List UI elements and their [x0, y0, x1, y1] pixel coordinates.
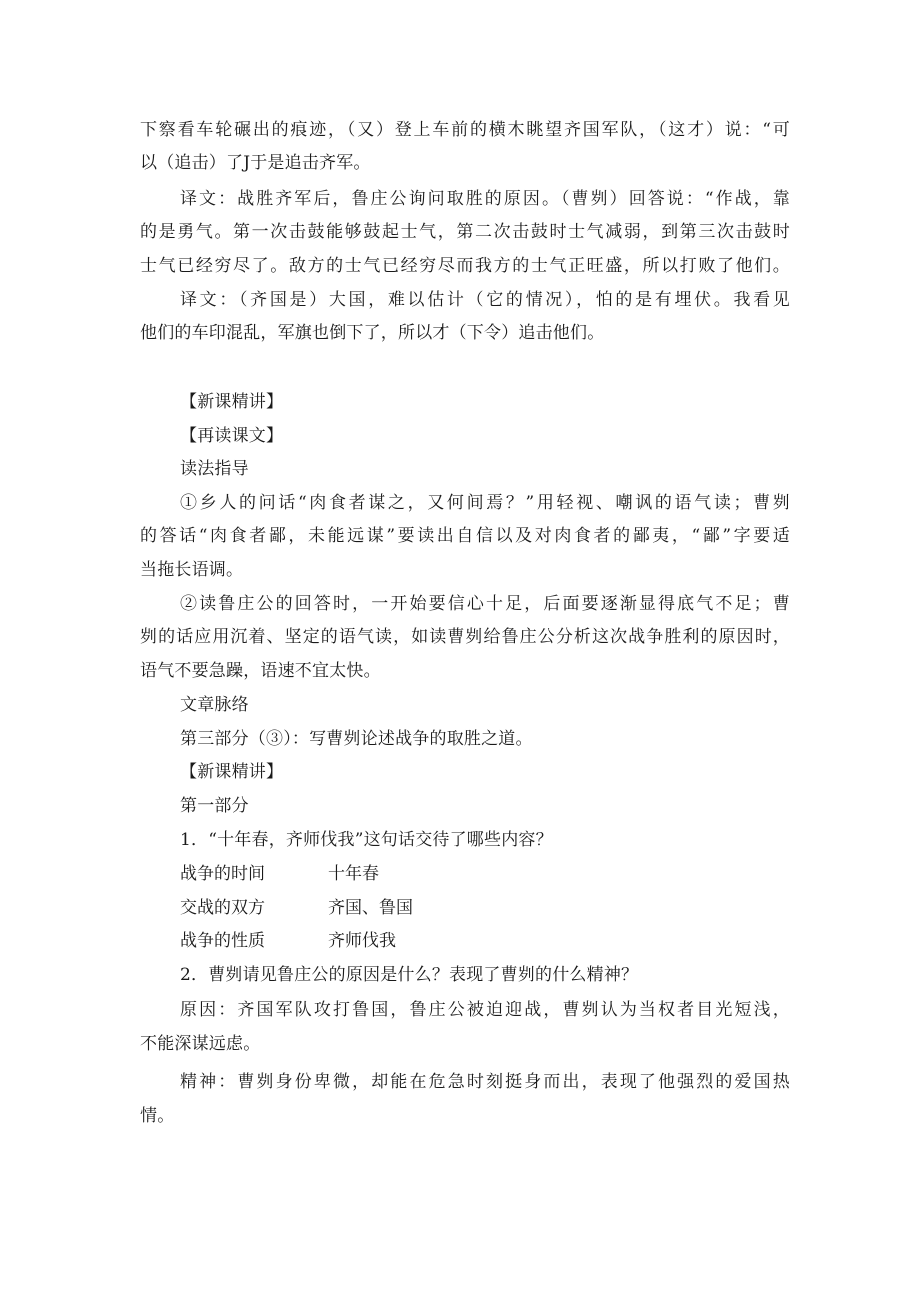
section-heading: 【新课精讲】: [180, 762, 284, 782]
row-label: 交战的双方: [180, 898, 265, 918]
text-line: ②读鲁庄公的回答时，一开始要信心十足，后面要逐渐显得底气不足；曹: [180, 594, 790, 614]
subheading: 第一部分: [180, 796, 249, 816]
text-line: 的是勇气。第一次击鼓能够鼓起士气，第二次击鼓时士气减弱，到第三次击鼓时: [140, 222, 790, 242]
row-label: 战争的性质: [180, 931, 265, 951]
row-value: 齐师伐我: [328, 931, 396, 951]
text-line: 语气不要急躁，语速不宜太快。: [140, 661, 381, 681]
text-line: ①乡人的问话“肉食者谋之，又何间焉？”用轻视、嘲讽的语气读；曹刿: [180, 493, 790, 513]
text-line: 不能深谋远虑。: [140, 1034, 261, 1054]
text-line: 刿的话应用沉着、坚定的语气读，如读曹刿给鲁庄公分析这次战争胜利的原因时，: [140, 627, 790, 647]
text-line: 原因：齐国军队攻打鲁国，鲁庄公被迫迎战，曹刿认为当权者目光短浅，: [180, 1000, 790, 1020]
row-value: 十年春: [328, 864, 379, 884]
text-line: 的答话“肉食者鄙，未能远谋”要读出自信以及对肉食者的鄙夷，“鄙”字要适: [140, 526, 790, 546]
text-line: 士气已经穷尽了。敌方的士气已经穷尽而我方的士气正旺盛，所以打败了他们。: [140, 256, 790, 276]
text-line: 译文：（齐国是）大国，难以估计（它的情况），怕的是有埋伏。我看见: [180, 290, 790, 310]
section-heading: 【再读课文】: [180, 426, 284, 446]
row-value: 齐国、鲁国: [328, 898, 413, 918]
row-label: 战争的时间: [180, 864, 265, 884]
table-row: [180, 896, 413, 920]
section-heading: 【新课精讲】: [180, 392, 284, 412]
text-line: 以（追击）了J于是追击齐军。: [140, 153, 371, 173]
table-row: [180, 862, 379, 886]
text-line: 情。: [140, 1106, 175, 1126]
text-line: 当拖长语调。: [140, 560, 244, 580]
table-row: [180, 929, 396, 953]
subheading: 文章脉络: [180, 695, 249, 715]
text-line: 他们的车印混乱，军旗也倒下了，所以才（下令）追击他们。: [140, 323, 605, 343]
question: 1．“十年春，齐师伐我”这句话交待了哪些内容？: [180, 830, 553, 850]
text-line: 第三部分（③）：写曹刿论述战争的取胜之道。: [180, 729, 533, 749]
question: 2．曹刿请见鲁庄公的原因是什么？表现了曹刿的什么精神？: [180, 965, 639, 985]
text-line: 精神：曹刿身份卑微，却能在危急时刻挺身而出，表现了他强烈的爱国热: [180, 1072, 790, 1092]
subheading: 读法指导: [180, 459, 249, 479]
text-line: 下察看车轮碾出的痕迹，（又）登上车前的横木眺望齐国军队，（这才）说：“可: [140, 120, 790, 140]
text-line: 译文：战胜齐军后，鲁庄公询问取胜的原因。（曹刿）回答说：“作战，靠: [180, 189, 790, 209]
